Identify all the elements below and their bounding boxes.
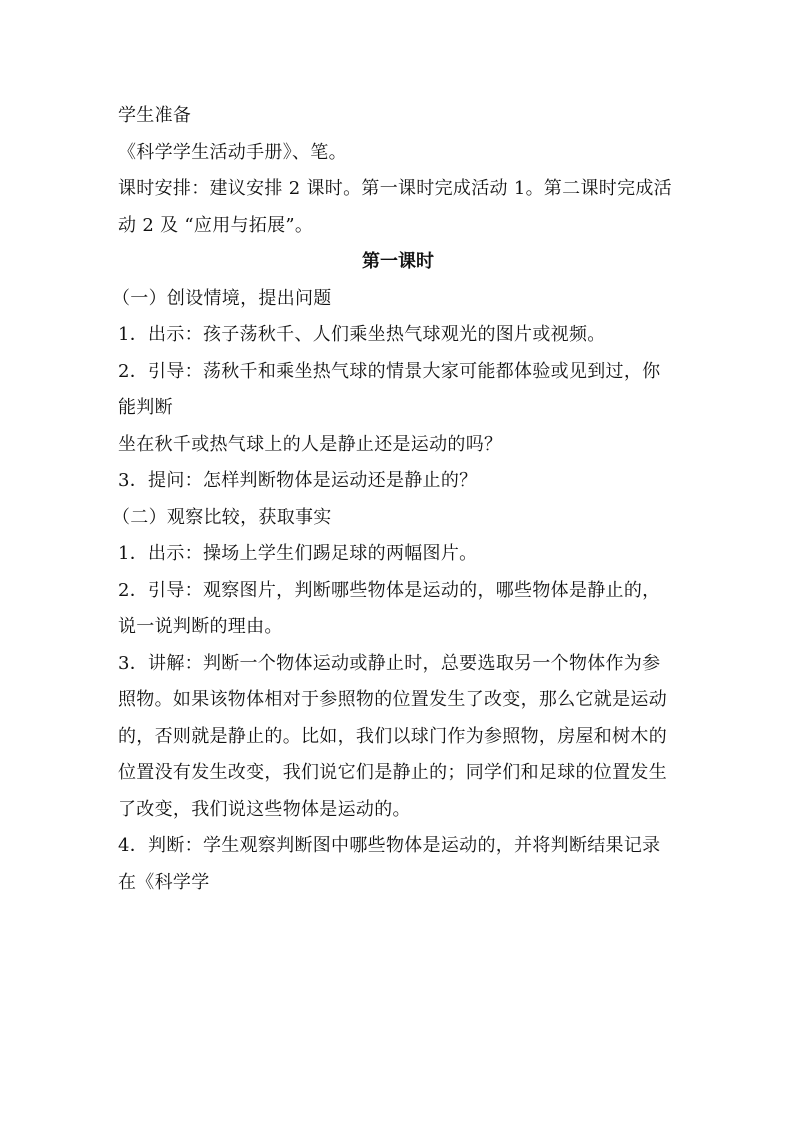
section-1-line: 坐在秋千或热气球上的人是静止还是运动的吗？ xyxy=(118,433,503,455)
section-2-line: 的，否则就是静止的。比如，我们以球门作为参照物，房屋和树木的 xyxy=(118,725,667,747)
section-1-title: （一）创设情境，提出问题 xyxy=(112,287,332,309)
lesson-title: 第一课时 xyxy=(362,251,434,272)
section-2-line: 了改变，我们说这些物体是运动的。 xyxy=(118,798,411,820)
section-2-line: 1．出示：操场上学生们踢足球的两幅图片。 xyxy=(118,543,478,564)
schedule-line-2: 动 2 及 “应用与拓展”。 xyxy=(118,214,314,236)
section-2-line: 3．讲解：判断一个物体运动或静止时，总要选取另一个物体作为参 xyxy=(118,652,661,674)
section-1-line: 2．引导：荡秋千和乘坐热气球的情景大家可能都体验或见到过，你 xyxy=(118,360,661,382)
section-2-title: （二）观察比较，获取事实 xyxy=(112,506,332,528)
section-2-line: 4．判断：学生观察判断图中哪些物体是运动的，并将判断结果记录 xyxy=(118,835,661,856)
section-2-line: 在《科学学 xyxy=(118,871,210,893)
section-1-line: 3．提问：怎样判断物体是运动还是静止的？ xyxy=(118,470,478,491)
schedule-line-1: 课时安排：建议安排 2 课时。第一课时完成活动 1。第二课时完成活 xyxy=(118,178,672,199)
document-body xyxy=(112,98,678,901)
student-prep-heading: 学生准备 xyxy=(118,105,192,126)
section-1-line: 能判断 xyxy=(118,397,173,418)
section-2-line: 位置没有发生改变，我们说它们是静止的；同学们和足球的位置发生 xyxy=(118,762,667,783)
section-1-line: 1．出示：孩子荡秋千、人们乘坐热气球观光的图片或视频。 xyxy=(118,324,606,345)
section-2-line: 照物。如果该物体相对于参照物的位置发生了改变，那么它就是运动 xyxy=(118,689,667,710)
section-2-line: 2．引导：观察图片，判断哪些物体是运动的，哪些物体是静止的， xyxy=(118,579,661,601)
student-prep-materials: 《科学学生活动手册》、笔。 xyxy=(118,141,347,163)
section-2-line: 说一说判断的理由。 xyxy=(118,616,283,637)
